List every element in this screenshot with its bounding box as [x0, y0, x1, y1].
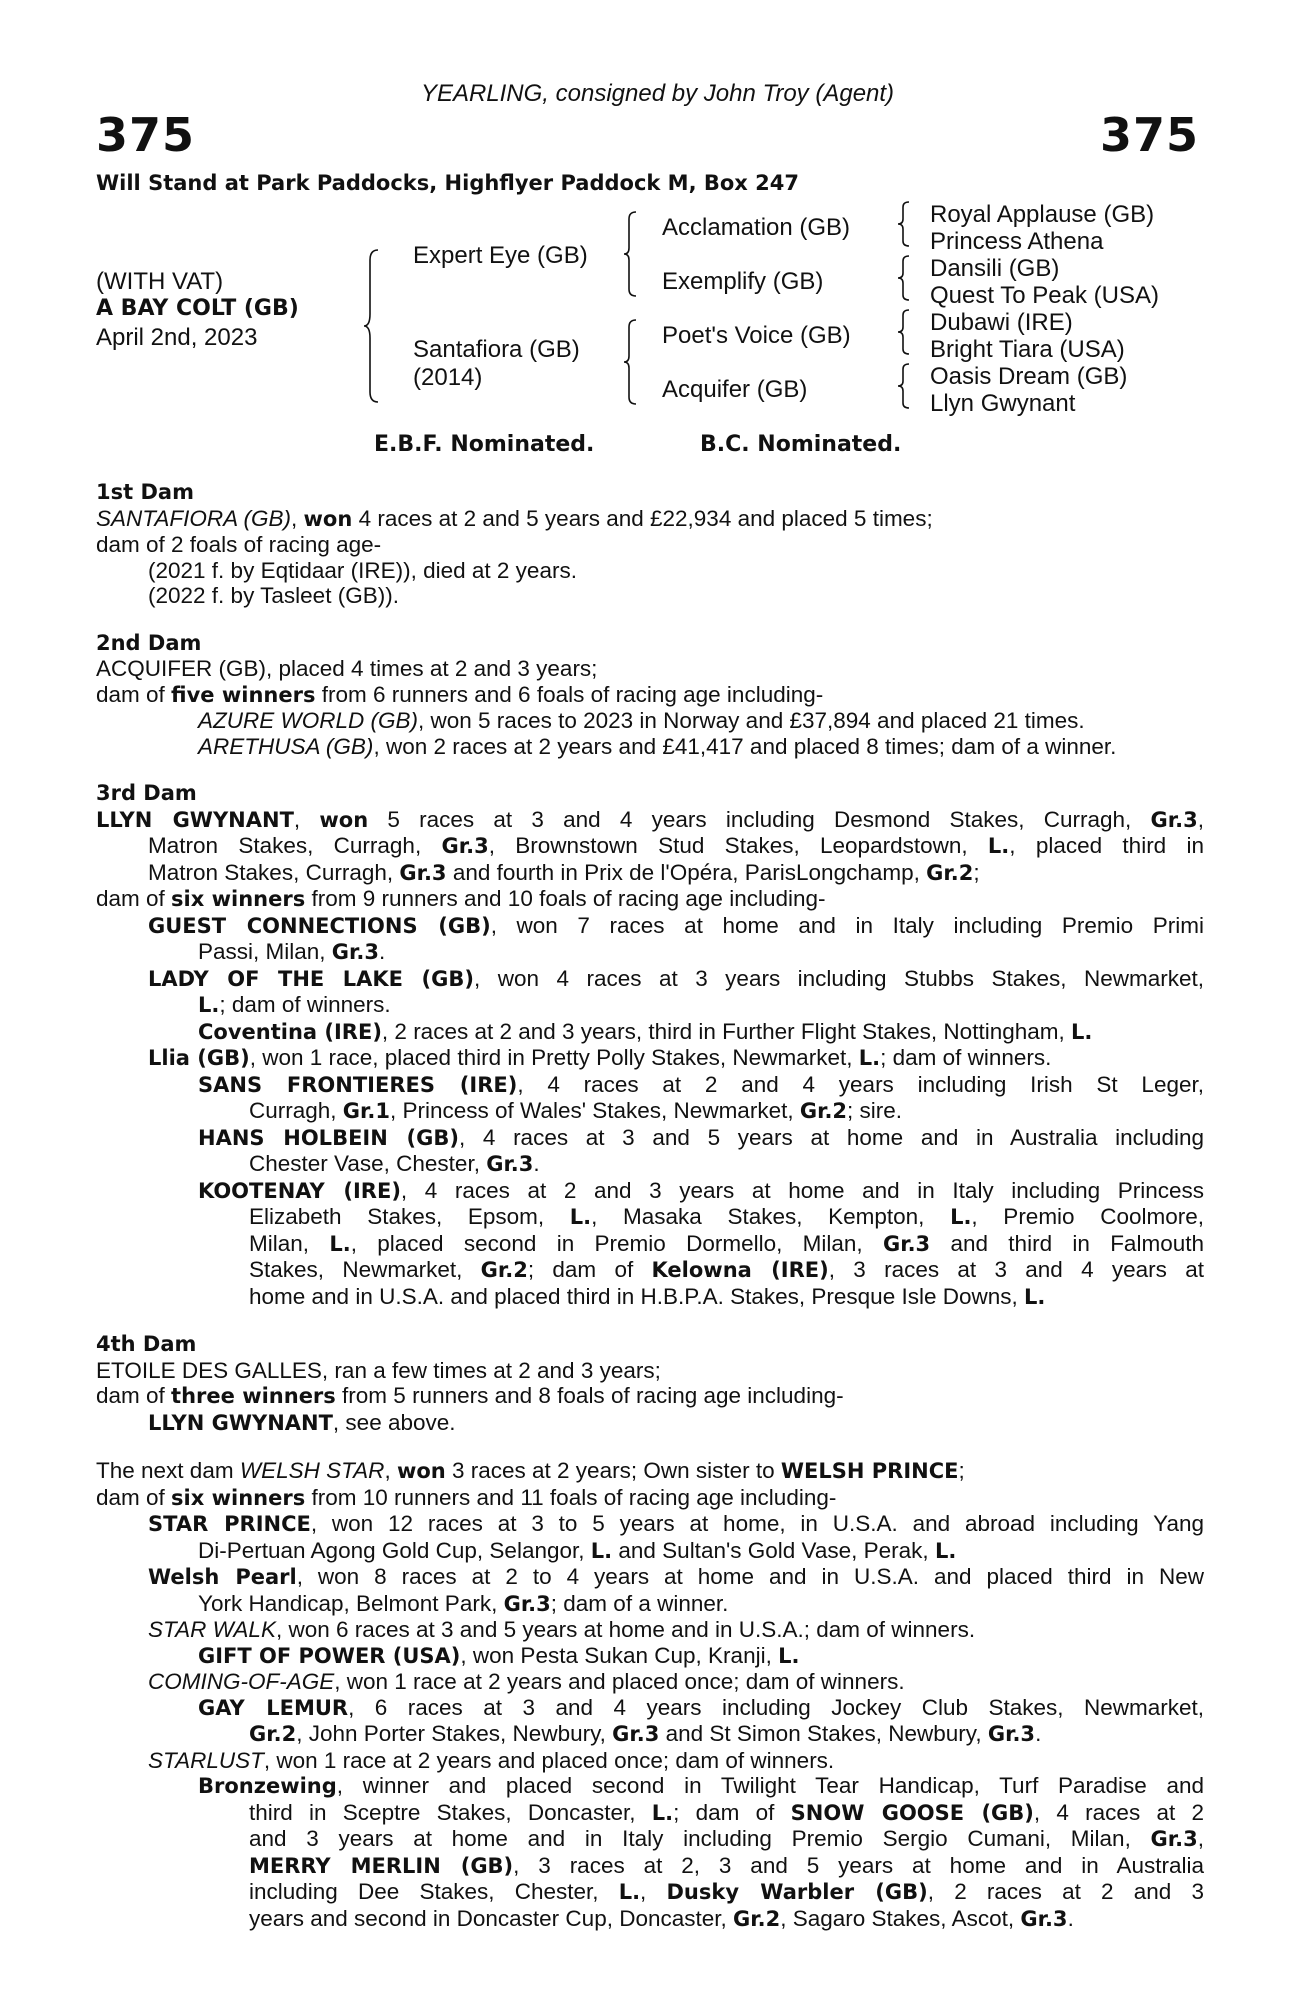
sire-name: Expert Eye (GB) — [413, 242, 588, 269]
lot-number-left: 375 — [96, 108, 196, 162]
vat-note: (WITH VAT) — [96, 268, 224, 295]
third-dam-line-3: Matron Stakes, Curragh, Gr.3 and fourth in Prix de l'Opéra, ParisLongchamp, Gr.2; — [148, 859, 980, 885]
first-dam-produce-2021: (2021 f. by Eqtidaar (IRE)), died at 2 years. — [148, 557, 577, 583]
ggp-8: Llyn Gwynant — [930, 390, 1076, 417]
consignment-line: YEARLING, consigned by John Troy (Agent) — [420, 80, 895, 107]
produce-welsh-pearl: Welsh Pearl, won 8 races at 2 to 4 years at home and in U.S.A. and placed third in New — [148, 1564, 1204, 1589]
produce-coventina: Coventina (IRE), 2 races at 2 and 3 years, third in Further Flight Stakes, Nottingham, L. — [198, 1018, 1093, 1044]
third-dam-produce-intro: dam of six winners from 9 runners and 10 foals of racing age including- — [96, 886, 826, 911]
pedigree-brace-gg3 — [896, 308, 912, 356]
ggp-4: Quest To Peak (USA) — [930, 282, 1159, 309]
produce-guest-connections: GUEST CONNECTIONS (GB), won 7 races at home and in Italy including Premio Primi — [148, 912, 1204, 938]
fourth-dam-heading: 4th Dam — [96, 1332, 197, 1356]
second-dam-section — [96, 631, 1204, 760]
pedigree-brace-gg2 — [896, 254, 912, 302]
sire-sire: Acclamation (GB) — [662, 214, 851, 241]
produce-star-prince-cont: Di-Pertuan Agong Gold Cup, Selangor, L. and Sultan's Gold Vase, Perak, L. — [198, 1537, 957, 1563]
produce-kootenay-cont-3: Stakes, Newmarket, Gr.2; dam of Kelowna (IRE), 3 races at 3 and 4 years at — [249, 1257, 1204, 1282]
produce-kootenay-cont-2: Milan, L., placed second in Premio Dormello, Milan, Gr.3 and third in Falmouth — [249, 1230, 1204, 1256]
pedigree-brace-dam — [622, 318, 640, 406]
first-dam-line: SANTAFIORA (GB), won 4 races at 2 and 5 years and £22,934 and placed 5 times; — [96, 505, 933, 531]
ggp-5: Dubawi (IRE) — [930, 309, 1073, 336]
produce-lady-of-the-lake: LADY OF THE LAKE (GB), won 4 races at 3 years including Stubbs Stakes, Newmarket, — [148, 965, 1205, 991]
produce-llia: Llia (GB), won 1 race, placed third in Pretty Polly Stakes, Newmarket, L.; dam of winners. — [148, 1045, 1052, 1070]
produce-kootenay: KOOTENAY (IRE), 4 races at 2 and 3 years at home and in Italy including Princess — [198, 1177, 1204, 1203]
third-dam-section — [96, 781, 1204, 1310]
ggp-2: Princess Athena — [930, 228, 1104, 255]
stand-location: Will Stand at Park Paddocks, Highflyer Paddock M, Box 247 — [96, 171, 799, 195]
lot-number-right: 375 — [1099, 108, 1199, 162]
third-dam-line-2: Matron Stakes, Curragh, Gr.3, Brownstown Stud Stakes, Leopardstown, L., placed third in — [148, 833, 1205, 858]
catalogue-body — [96, 480, 1204, 1932]
produce-sans-frontieres-cont: Curragh, Gr.1, Princess of Wales' Stakes, Newmarket, Gr.2; sire. — [249, 1098, 903, 1123]
produce-guest-connections-cont: Passi, Milan, Gr.3. — [198, 939, 386, 964]
fourth-dam-line: ETOILE DES GALLES, ran a few times at 2 and 3 years; — [96, 1357, 661, 1383]
produce-starlust: STARLUST, won 1 race at 2 years and placed once; dam of winners. — [148, 1747, 835, 1773]
produce-kootenay-cont-4: home and in U.S.A. and placed third in H.B.P.A. Stakes, Presque Isle Downs, L. — [249, 1283, 1046, 1309]
third-dam-line-1: LLYN GWYNANT, won 5 races at 3 and 4 years including Desmond Stakes, Curragh, Gr.3, — [96, 806, 1204, 832]
produce-bronzewing: Bronzewing, winner and placed second in Twilight Tear Handicap, Turf Paradise and — [198, 1773, 1204, 1798]
second-dam-line: ACQUIFER (GB), placed 4 times at 2 and 3 years; — [96, 656, 598, 681]
foaling-date: April 2nd, 2023 — [96, 324, 258, 351]
first-dam-heading: 1st Dam — [96, 480, 194, 504]
produce-bronzewing-cont-1: third in Sceptre Stakes, Doncaster, L.; dam of SNOW GOOSE (GB), 4 races at 2 — [249, 1799, 1204, 1825]
produce-llyn-gwynant: LLYN GWYNANT, see above. — [148, 1409, 456, 1435]
pedigree-brace-gg1 — [896, 200, 912, 248]
first-dam-produce-intro: dam of 2 foals of racing age- — [96, 532, 382, 557]
dam-name: Santafiora (GB) — [413, 336, 580, 363]
next-dam-line: The next dam WELSH STAR, won 3 races at 2 years; Own sister to WELSH PRINCE; — [96, 1458, 965, 1483]
produce-star-walk: STAR WALK, won 6 races at 3 and 5 years at home and in U.S.A.; dam of winners. — [148, 1617, 976, 1642]
bc-nomination: B.C. Nominated. — [700, 432, 902, 457]
produce-gay-lemur-cont: Gr.2, John Porter Stakes, Newbury, Gr.3 and St Simon Stakes, Newbury, Gr.3. — [249, 1721, 1042, 1746]
produce-bronzewing-cont-5: years and second in Doncaster Cup, Doncaster, Gr.2, Sagaro Stakes, Ascot, Gr.3. — [249, 1905, 1074, 1931]
sire-dam: Exemplify (GB) — [662, 268, 824, 295]
produce-star-prince: STAR PRINCE, won 12 races at 3 to 5 years at home, in U.S.A. and abroad including Yang — [148, 1511, 1204, 1536]
dam-sire: Poet's Voice (GB) — [662, 322, 851, 349]
produce-sans-frontieres: SANS FRONTIERES (IRE), 4 races at 2 and 4 years including Irish St Leger, — [198, 1071, 1204, 1097]
ggp-7: Oasis Dream (GB) — [930, 363, 1128, 390]
produce-arethusa: ARETHUSA (GB), won 2 races at 2 years and £41,417 and placed 8 times; dam of a winner. — [198, 733, 1117, 759]
fourth-dam-produce-intro: dam of three winners from 5 runners and 8 foals of racing age including- — [96, 1383, 844, 1408]
produce-gay-lemur: GAY LEMUR, 6 races at 3 and 4 years including Jockey Club Stakes, Newmarket, — [198, 1694, 1205, 1720]
ebf-nomination: E.B.F. Nominated. — [374, 432, 595, 457]
pedigree-brace-sire — [622, 210, 640, 298]
produce-coming-of-age: COMING-OF-AGE, won 1 race at 2 years and placed once; dam of winners. — [148, 1669, 905, 1694]
produce-welsh-pearl-cont: York Handicap, Belmont Park, Gr.3; dam of a winner. — [198, 1590, 729, 1616]
produce-bronzewing-cont-4: including Dee Stakes, Chester, L., Dusky Warbler (GB), 2 races at 2 and 3 — [249, 1879, 1204, 1904]
horse-name: A BAY COLT (GB) — [96, 296, 299, 321]
ggp-1: Royal Applause (GB) — [930, 201, 1155, 228]
third-dam-heading: 3rd Dam — [96, 781, 197, 805]
produce-azure-world: AZURE WORLD (GB), won 5 races to 2023 in Norway and £37,894 and placed 21 times. — [198, 708, 1085, 733]
second-dam-produce-intro: dam of five winners from 6 runners and 6 foals of racing age including- — [96, 681, 824, 707]
ggp-6: Bright Tiara (USA) — [930, 336, 1125, 363]
ggp-3: Dansili (GB) — [930, 255, 1060, 282]
pedigree-brace-main — [362, 248, 384, 404]
first-dam-produce-2022: (2022 f. by Tasleet (GB)). — [148, 583, 399, 608]
produce-bronzewing-cont-2: and 3 years at home and in Italy including Premio Sergio Cumani, Milan, Gr.3, — [249, 1826, 1204, 1851]
produce-lady-of-the-lake-cont: L.; dam of winners. — [198, 992, 391, 1017]
dam-dam: Acquifer (GB) — [662, 376, 808, 403]
first-dam-section — [96, 480, 1204, 609]
next-dam-section — [96, 1458, 1204, 1932]
produce-kootenay-cont-1: Elizabeth Stakes, Epsom, L., Masaka Stakes, Kempton, L., Premio Coolmore, — [249, 1204, 1204, 1229]
produce-gift-of-power: GIFT OF POWER (USA), won Pesta Sukan Cup, Kranji, L. — [198, 1642, 800, 1668]
produce-hans-holbein-cont: Chester Vase, Chester, Gr.3. — [249, 1151, 540, 1176]
second-dam-heading: 2nd Dam — [96, 630, 202, 655]
next-dam-produce-intro: dam of six winners from 10 runners and 11 foals of racing age including- — [96, 1484, 837, 1510]
produce-hans-holbein: HANS HOLBEIN (GB), 4 races at 3 and 5 years at home and in Australia including — [198, 1124, 1204, 1150]
fourth-dam-section — [96, 1332, 1204, 1436]
pedigree-brace-gg4 — [896, 362, 912, 410]
produce-bronzewing-cont-3: MERRY MERLIN (GB), 3 races at 2, 3 and 5 years at home and in Australia — [249, 1852, 1204, 1878]
dam-year: (2014) — [413, 364, 483, 391]
